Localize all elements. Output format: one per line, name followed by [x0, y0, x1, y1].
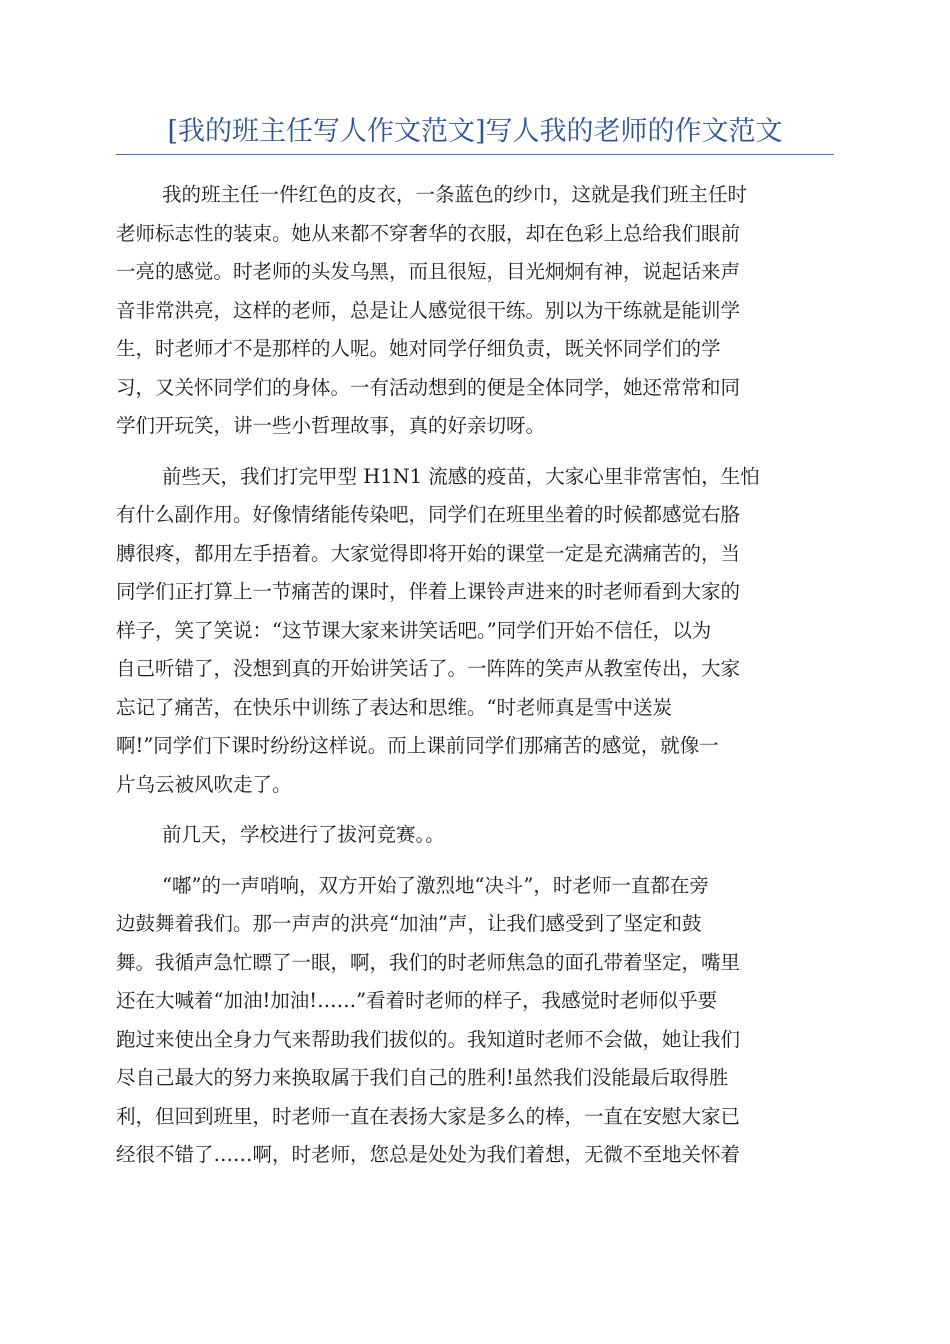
text-line: 生，时老师才不是那样的人呢。她对同学仔细负责，既关怀同学们的学 — [116, 337, 721, 360]
text-line: 还在大喊着“加油!加油!……”看着时老师的样子，我感觉时老师似乎要 — [116, 989, 718, 1012]
title-underline — [116, 154, 834, 155]
document-title: [我的班主任写人作文范文]写人我的老师的作文范文 — [167, 116, 783, 147]
text-line: “嘟”的一声哨响，双方开始了激烈地“决斗”，时老师一直都在旁 — [162, 873, 709, 897]
text-line: 学们开玩笑，讲一些小哲理故事，真的好亲切呀。 — [116, 414, 546, 437]
text-line: 一亮的感觉。时老师的头发乌黑，而且很短，目光炯炯有神，说起话来声 — [116, 260, 741, 283]
document-body — [116, 176, 834, 1187]
text-line: 经很不错了……啊，时老师，您总是处处为我们着想，无微不至地关怀着 — [116, 1143, 741, 1166]
text-line: 音非常洪亮，这样的老师，总是让人感觉很干练。别以为干练就是能训学 — [116, 298, 741, 322]
text-line: 舞。我循声急忙瞟了一眼，啊，我们的时老师焦急的面孔带着坚定，嘴里 — [116, 950, 741, 974]
text-line: 膊很疼，都用左手捂着。大家觉得即将开始的课堂一定是充满痛苦的，当 — [116, 541, 741, 565]
text-line: 样子，笑了笑说：“这节课大家来讲笑话吧。”同学们开始不信任，以为 — [116, 618, 712, 642]
paragraph-1 — [116, 176, 834, 446]
text-line: 忘记了痛苦，在快乐中训练了表达和思维。“时老师真是雪中送炭 — [116, 695, 672, 719]
text-line: 习，又关怀同学们的身体。一有活动想到的便是全体同学，她还常常和同 — [116, 375, 741, 399]
text-line: 自己听错了，没想到真的开始讲笑话了。一阵阵的笑声从教室传出，大家 — [116, 657, 741, 680]
text-line: 有什么副作用。好像情绪能传染吧，同学们在班里坐着的时候都感觉右胳 — [116, 503, 741, 526]
text-line: 片乌云被风吹走了。 — [116, 772, 292, 796]
text-line: 老师标志性的装束。她从来都不穿奢华的衣服，却在色彩上总给我们眼前 — [116, 221, 741, 245]
text-line: 利，但回到班里，时老师一直在表扬大家是多么的棒，一直在安慰大家已 — [116, 1104, 741, 1128]
text-line: 前些天，我们打完甲型 H1N1 流感的疫苗，大家心里非常害怕，生怕 — [162, 464, 760, 488]
paragraph-2 — [116, 458, 834, 805]
paragraph-4 — [116, 867, 834, 1175]
text-line: 我的班主任一件红色的皮衣，一条蓝色的纱巾，这就是我们班主任时 — [162, 183, 748, 206]
paragraph-3 — [116, 816, 834, 855]
text-line: 前几天，学校进行了拔河竞赛。。 — [162, 823, 445, 846]
text-line: 跑过来使出全身力气来帮助我们拔似的。我知道时老师不会做，她让我们 — [116, 1027, 741, 1051]
text-line: 啊!”同学们下课时纷纷这样说。而上课前同学们那痛苦的感觉，就像一 — [116, 734, 719, 757]
text-line: 尽自己最大的努力来换取属于我们自己的胜利!虽然我们没能最后取得胜 — [116, 1066, 729, 1089]
text-line: 边鼓舞着我们。那一声声的洪亮“加油”声，让我们感受到了坚定和鼓 — [116, 912, 702, 935]
text-line: 同学们正打算上一节痛苦的课时，伴着上课铃声进来的时老师看到大家的 — [116, 580, 741, 603]
